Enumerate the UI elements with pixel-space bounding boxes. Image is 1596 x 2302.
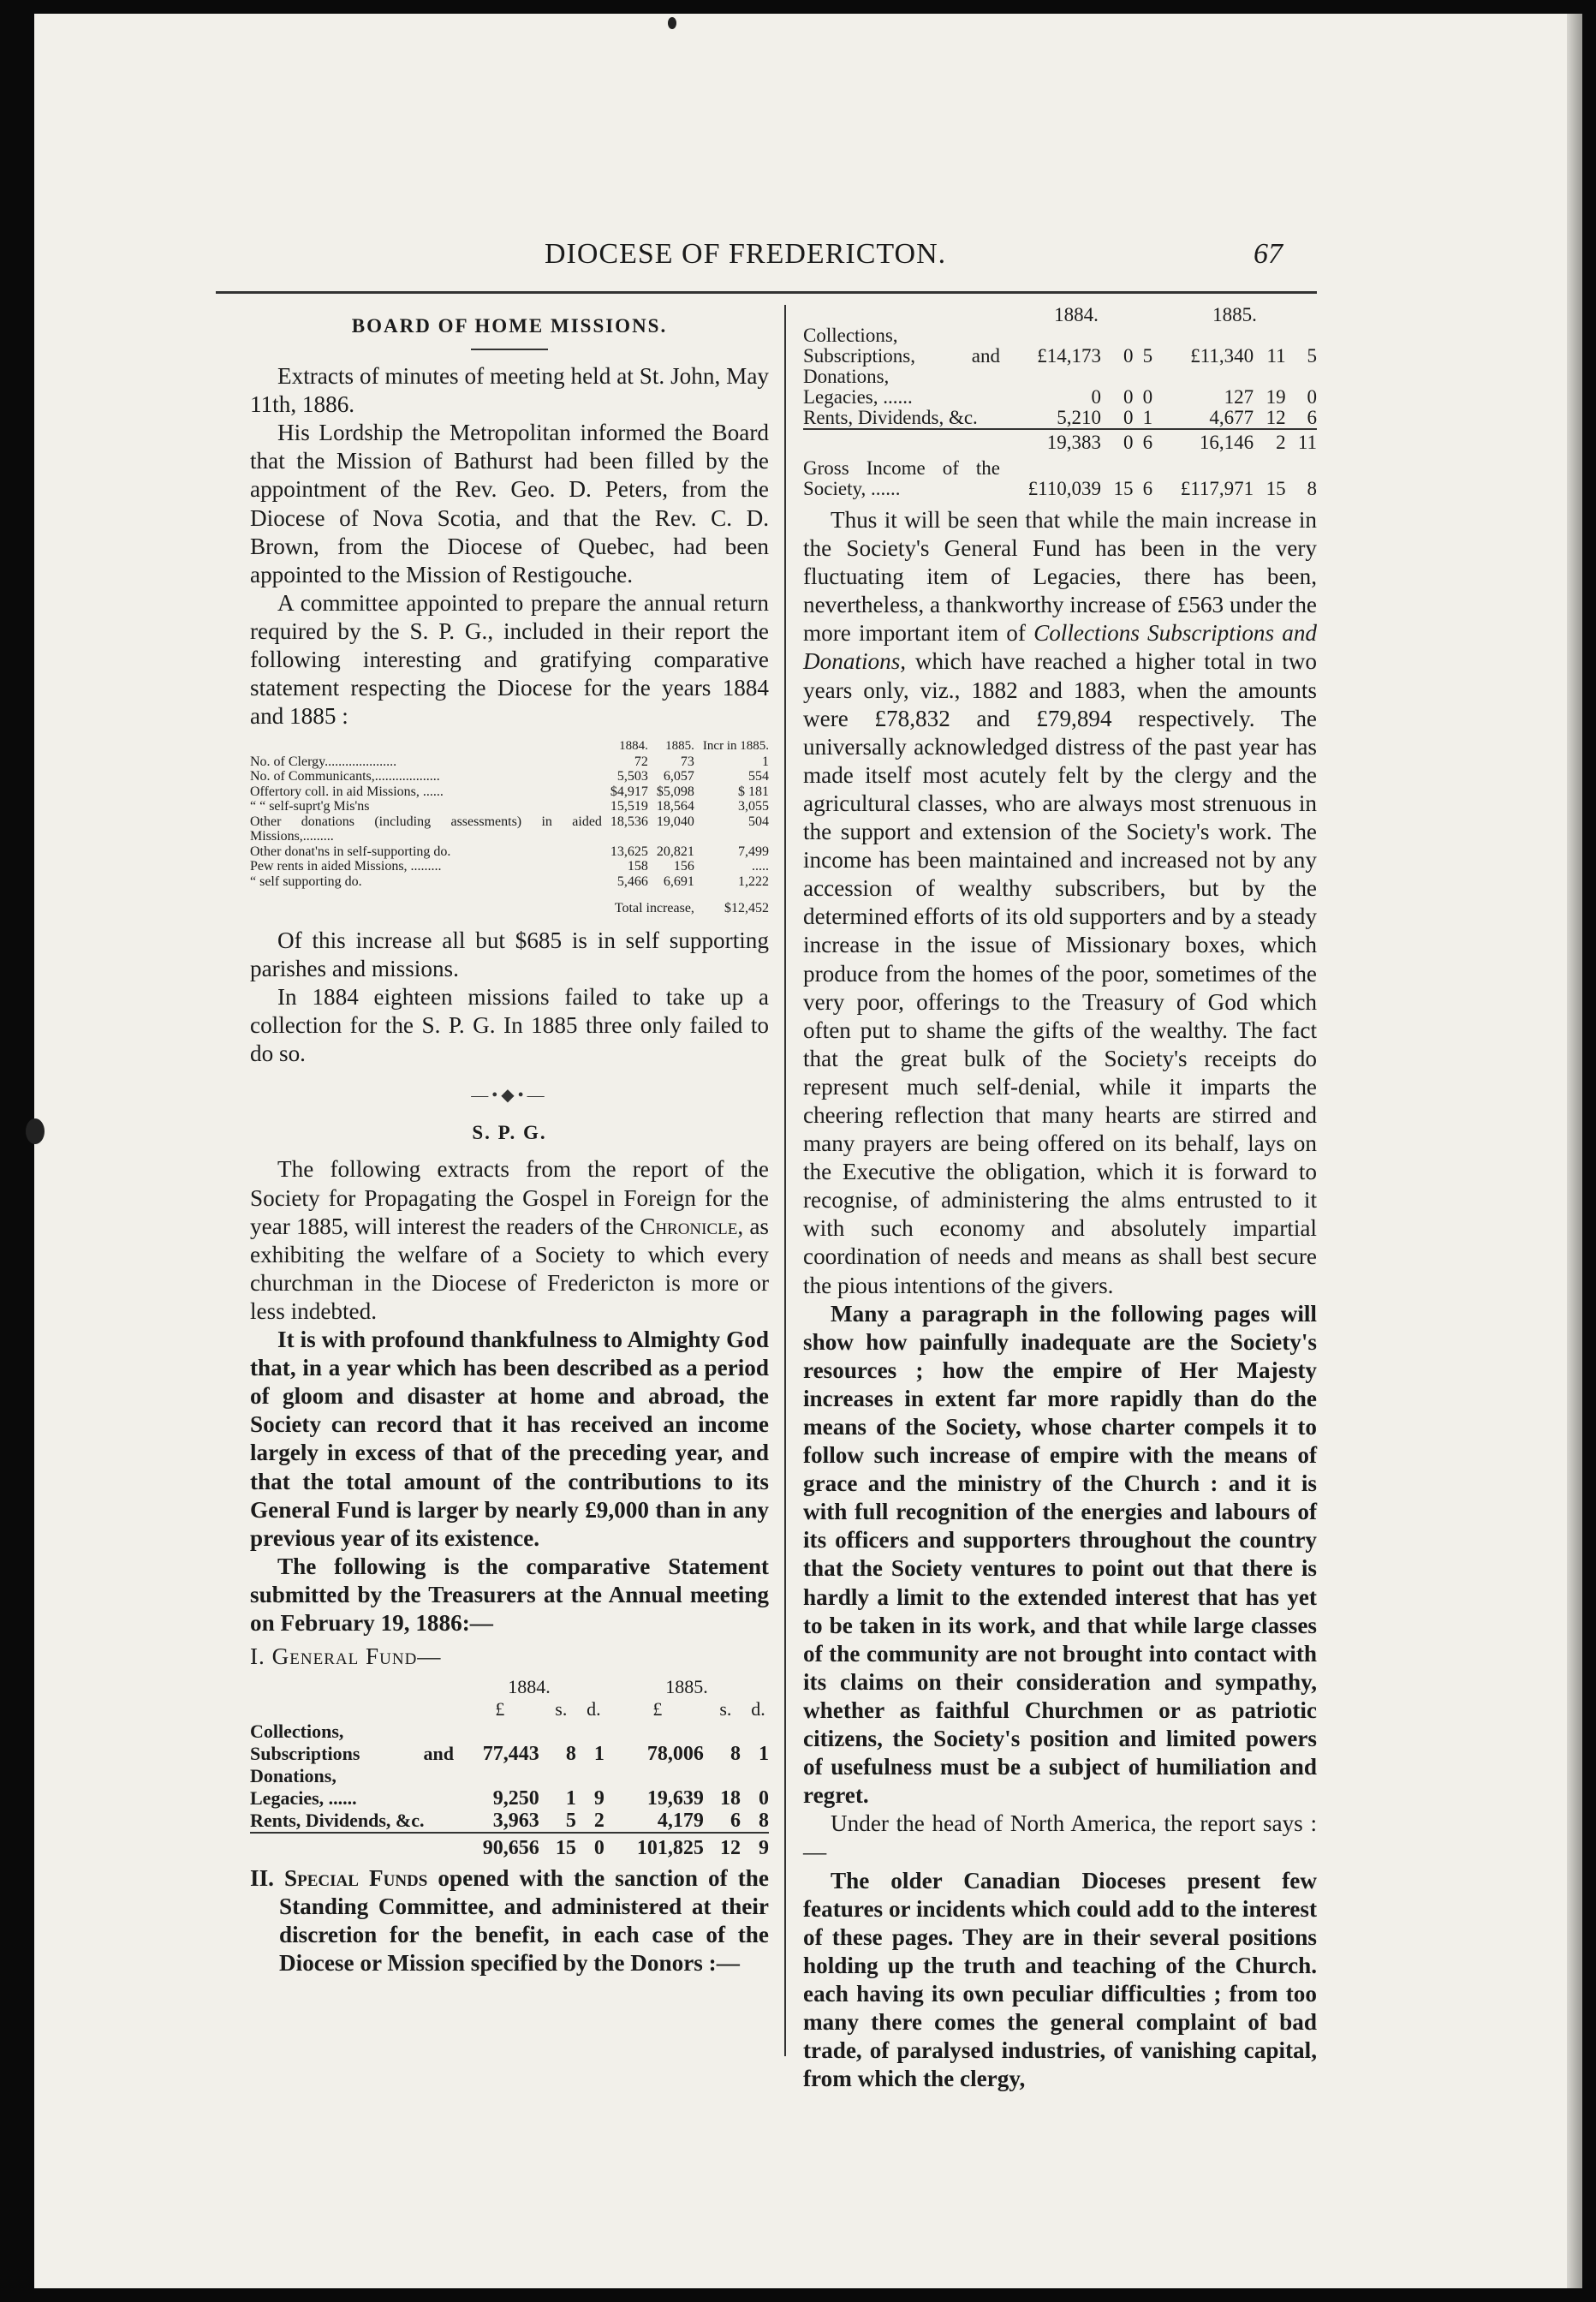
table-cell: 11 bbox=[1266, 345, 1286, 367]
stats-cell: 18,536 bbox=[610, 814, 648, 829]
table-cell: 127 bbox=[1224, 386, 1254, 408]
fund-label: Legacies, ...... bbox=[250, 1787, 357, 1810]
table-sum: 11 bbox=[1286, 429, 1317, 453]
table-sum: 0 bbox=[1101, 429, 1133, 453]
table-cell: 5,210 bbox=[1057, 407, 1102, 428]
fund-year: 1885. bbox=[665, 1676, 708, 1698]
table-cell: 6 bbox=[1307, 407, 1317, 428]
special-funds-term: Special Funds bbox=[284, 1865, 428, 1892]
fund-row bbox=[250, 1787, 769, 1810]
table-cell: 0 bbox=[1091, 386, 1102, 408]
right-column bbox=[769, 305, 1317, 2093]
table-cell: 12 bbox=[1265, 407, 1286, 428]
stats-total-row bbox=[250, 889, 769, 916]
fund-total: 0 bbox=[576, 1833, 604, 1859]
stats-label: “ self supporting do. bbox=[250, 874, 362, 889]
paragraph: It is with profound thankfulness to Almighty God that, in a year which has been described as a period of gloom and disaster at home and abroad, the Society can record that it has received an income largely in excess of that of the preceding year, and that the total amount of the contributions to its General Fund is larger by nearly £9,000 than in any previous year of its existence. bbox=[250, 1327, 769, 1551]
fund-cell: 8 bbox=[759, 1810, 769, 1833]
paragraph: In 1884 eighteen missions failed to take up a collection for the S. P. G. In 1885 three only failed to do so. bbox=[250, 984, 769, 1067]
fund-total: 15 bbox=[539, 1833, 576, 1859]
fund-cell: 19,639 bbox=[646, 1787, 704, 1810]
fund-row bbox=[250, 1721, 769, 1787]
paragraph bbox=[803, 506, 1317, 1300]
stats-cell: 156 bbox=[673, 859, 694, 874]
stats-header-row bbox=[250, 739, 769, 754]
stats-row bbox=[250, 859, 769, 874]
fund-total: 90,656 bbox=[454, 1833, 539, 1859]
table-cell: 0 bbox=[1307, 386, 1317, 408]
stats-cell: 504 bbox=[748, 814, 769, 829]
heading-rule bbox=[471, 349, 548, 350]
left-column bbox=[250, 305, 769, 1978]
general-fund-heading: I. General Fund— bbox=[250, 1643, 442, 1670]
page-header bbox=[34, 238, 1582, 289]
gross-income-cell: 15 bbox=[1113, 478, 1134, 499]
paragraph bbox=[250, 1155, 769, 1326]
unit: s. bbox=[719, 1698, 732, 1721]
table-row bbox=[803, 408, 1317, 429]
stats-cell: 72 bbox=[634, 754, 648, 769]
table-years-row bbox=[803, 305, 1317, 325]
table-sum: 16,146 bbox=[1152, 429, 1254, 453]
gross-income-cell: 15 bbox=[1265, 478, 1286, 499]
fund-total: 12 bbox=[704, 1833, 741, 1859]
stats-cell: 19,040 bbox=[656, 814, 694, 829]
ornament-divider: —•◆•— bbox=[471, 1086, 548, 1106]
board-heading: BOARD OF HOME MISSIONS. bbox=[351, 315, 668, 337]
unit: s. bbox=[555, 1698, 568, 1721]
stats-label: Pew rents in aided Missions, ......... bbox=[250, 859, 442, 874]
paragraph-text: II. bbox=[250, 1865, 285, 1892]
gross-income-cell: 8 bbox=[1307, 478, 1317, 499]
gross-income-cell: 6 bbox=[1142, 478, 1153, 499]
paragraph: Of this increase all but $685 is in self supporting parishes and missions. bbox=[250, 927, 769, 981]
fund-cell: 9 bbox=[593, 1787, 604, 1810]
stats-cell: 554 bbox=[748, 769, 769, 784]
stats-header: Incr in 1885. bbox=[702, 739, 769, 754]
stats-row bbox=[250, 754, 769, 770]
binding-hole bbox=[668, 17, 676, 29]
chronicle-name: Chronicle bbox=[640, 1213, 738, 1239]
stats-header: 1885. bbox=[665, 739, 694, 754]
stats-total-label: Total increase, bbox=[614, 901, 694, 916]
table-row bbox=[803, 325, 1317, 387]
fund-cell: 78,006 bbox=[646, 1743, 704, 1766]
unit: d. bbox=[587, 1698, 601, 1721]
stats-row bbox=[250, 814, 769, 844]
table-cell: 0 bbox=[1123, 345, 1134, 367]
paragraph: His Lordship the Metropolitan informed the Board that the Mission of Bathurst had been filled by the appointment of the Rev. Geo. D. Peters, from the Diocese of Nova Scotia, and that the Rev. C. D. Brown, from the Diocese of Quebec, had been appointed to the Mission of Restigouche. bbox=[250, 420, 769, 587]
stats-cell: 5,466 bbox=[616, 874, 648, 889]
fund-year: 1884. bbox=[508, 1676, 551, 1698]
fund-total: 9 bbox=[741, 1833, 769, 1859]
table-cell: £14,173 bbox=[1037, 345, 1102, 367]
stats-cell: $ 181 bbox=[738, 784, 769, 799]
table-sum: 19,383 bbox=[1000, 429, 1101, 453]
special-funds-table bbox=[803, 305, 1317, 499]
stats-label: Other donations (including assessments) in aided Missions,......... bbox=[250, 814, 602, 844]
paragraph: Many a paragraph in the following pages will show how painfully inadequate are the Society's resources ; how the empire of Her Majesty increases in extent far more rapidly than do the means of the Society, whose charter compels it to follow such increase of empire with the means of grace and the ministry of the Church : and it is with full recognition of the energies and labours of its officers and supporters throughout the country that the Society ventures to point out that there is hardly a limit to the extended interest that has yet to be taken in its work, and that while large classes of the community are not brought into contact with its claims on their consideration and sympathy, whether as faithful Churchmen or as patriotic citizens, the Society's position and limited powers of usefulness must be a subject of humiliation and regret. bbox=[803, 1300, 1317, 1809]
paragraph: A committee appointed to prepare the annual return required by the S. P. G., included in their report the following interesting and gratifying comparative statement respecting the Diocese for the years 1884 and 1885 : bbox=[250, 589, 769, 730]
table-year: 1885. bbox=[1212, 304, 1257, 325]
table-cell: 4,677 bbox=[1209, 407, 1254, 428]
paragraph-text: The following extracts from the report of the Society for Propagating the Gospel in Foreign for the year 1885, will interest the readers of the bbox=[250, 1156, 769, 1239]
table-cell: 0 bbox=[1142, 386, 1153, 408]
stats-label: “ “ self-suprt'g Mis'ns bbox=[250, 799, 370, 814]
paragraph-text: , as exhibiting the welfare of a Society to which every churchman in the Diocese of Fredericton is more or less indebted. bbox=[250, 1213, 769, 1324]
paragraph: The following is the comparative Statement submitted by the Treasurers at the Annual meeting on February 19, 1886:— bbox=[250, 1553, 769, 1636]
fund-cell: 5 bbox=[565, 1810, 576, 1833]
stats-row bbox=[250, 844, 769, 860]
fund-cell: 77,443 bbox=[482, 1743, 539, 1766]
gross-income-row bbox=[803, 453, 1317, 499]
page-edge-shadow bbox=[1567, 14, 1582, 2288]
header-rule bbox=[216, 291, 1317, 294]
stats-cell: $5,098 bbox=[656, 784, 694, 799]
stats-cell: 6,057 bbox=[663, 769, 694, 784]
spg-heading: S. P. G. bbox=[472, 1122, 547, 1144]
stats-cell: 13,625 bbox=[610, 844, 648, 859]
table-row bbox=[803, 387, 1317, 408]
fund-label: Collections, Subscriptions and Donations, bbox=[250, 1721, 454, 1787]
table-cell: £11,340 bbox=[1190, 345, 1254, 367]
paragraph-text: opened with the sanction of the Standing Committee, and administered at their discretion for the benefit, in each case of the Diocese or Mission specified by the Donors :— bbox=[279, 1865, 769, 1977]
table-label: Collections, Subscriptions, and Donations, bbox=[803, 325, 1000, 387]
unit: £ bbox=[652, 1698, 663, 1721]
stats-header: 1884. bbox=[619, 739, 648, 754]
stats-table bbox=[250, 739, 769, 916]
unit: £ bbox=[495, 1698, 505, 1721]
stats-cell: 15,519 bbox=[610, 799, 648, 814]
stats-cell: 73 bbox=[680, 754, 694, 769]
scanned-page bbox=[34, 14, 1582, 2288]
fund-cell: 1 bbox=[565, 1787, 576, 1810]
table-cell: 1 bbox=[1142, 407, 1153, 428]
stats-cell: 20,821 bbox=[656, 844, 694, 859]
gross-income-cell: £117,971 bbox=[1180, 478, 1254, 499]
stats-row bbox=[250, 784, 769, 800]
table-sum: 6 bbox=[1134, 429, 1153, 453]
stats-cell: 5,503 bbox=[616, 769, 648, 784]
table-label: Legacies, ...... bbox=[803, 386, 913, 408]
fund-cell: 0 bbox=[759, 1787, 769, 1810]
stats-label: Other donat'ns in self-supporting do. bbox=[250, 844, 451, 859]
stats-cell: 1,222 bbox=[738, 874, 769, 889]
stats-row bbox=[250, 874, 769, 890]
fund-cell: 1 bbox=[759, 1743, 769, 1766]
table-cell: 5 bbox=[1307, 345, 1317, 367]
table-cell: 0 bbox=[1123, 386, 1134, 408]
stats-row bbox=[250, 769, 769, 784]
fund-units-row bbox=[250, 1698, 769, 1721]
fund-cell: 8 bbox=[730, 1743, 741, 1766]
stats-cell: 6,691 bbox=[663, 874, 694, 889]
italic-phrase: Collections Subscriptions and Donations, bbox=[803, 620, 1317, 675]
table-sum-row bbox=[803, 429, 1317, 453]
paragraph-text: Thus it will be seen that while the main increase in the Society's General Fund has been in the very fluctuating item of Legacies, there has been, nevertheless, a thankworthy increase of £563 under the more important item of bbox=[803, 507, 1317, 647]
stats-cell: 158 bbox=[627, 859, 648, 874]
table-cell: 19 bbox=[1265, 386, 1286, 408]
paragraph-text: which have reached a higher total in two years only, viz., 1882 and 1883, when the amounts were £78,832 and £79,894 respectively. The universally acknowledged distress of the past year has made itself most acutely felt by the clergy and the agricultural classes, who are always most strenuous in the support and extension of the Society's work. The income has been maintained and increased not by any accession of wealthy subscribers, but by the determined efforts of its old supporters and by a steady increase in the issue of Missionary boxes, which produce from the homes of the poor, sometimes of the very poor, offerings to the Treasury of God which often put to shame the gifts of the wealthy. The fact that the great bulk of the Society's receipts do represent much self-denial, while it imparts the cheering reflection that many hearts are stirred and many prayers are being offered on its behalf, lays on the Executive the obligation, which it is forward to recognise, of administering the alms entrusted to it with such economy and absolutely impartial coordination of needs and means as shall best secure the pious intentions of the givers. bbox=[803, 648, 1317, 1298]
fund-label: Rents, Dividends, &c. bbox=[250, 1810, 425, 1832]
stats-cell: ..... bbox=[752, 859, 769, 874]
stats-row bbox=[250, 799, 769, 814]
fund-total-row bbox=[250, 1833, 769, 1859]
table-year: 1884. bbox=[1054, 304, 1099, 325]
fund-cell: 2 bbox=[593, 1810, 604, 1833]
unit: d. bbox=[751, 1698, 765, 1721]
table-label: Rents, Dividends, &c. bbox=[803, 407, 978, 428]
stats-label: No. of Clergy..................... bbox=[250, 754, 397, 769]
stats-cell: $4,917 bbox=[610, 784, 648, 799]
gross-income-cell: £110,039 bbox=[1027, 478, 1102, 499]
stats-label: No. of Communicants,................... bbox=[250, 769, 440, 784]
fund-cell: 6 bbox=[730, 1810, 741, 1833]
paragraph: Extracts of minutes of meeting held at St. John, May 11th, 1886. bbox=[250, 363, 769, 418]
special-funds-paragraph bbox=[250, 1864, 769, 1977]
table-cell: 0 bbox=[1123, 407, 1134, 428]
table-sum: 2 bbox=[1254, 429, 1285, 453]
fund-cell: 1 bbox=[593, 1743, 604, 1766]
fund-years-row bbox=[250, 1676, 769, 1698]
paragraph: The older Canadian Dioceses present few features or incidents which could add to the interest of these pages. They are in their several positions holding up the truth and teaching of the Church. each having its own peculiar difficulties ; from too many there comes the general complaint of bad trade, of paralysed industries, of vanishing capital, from which the clergy, bbox=[803, 1867, 1317, 2092]
fund-total: 101,825 bbox=[604, 1833, 704, 1859]
fund-cell: 3,963 bbox=[492, 1810, 539, 1833]
table-cell: 5 bbox=[1142, 345, 1153, 367]
fund-cell: 4,179 bbox=[657, 1810, 704, 1833]
fund-row bbox=[250, 1810, 769, 1833]
running-title: DIOCESE OF FREDERICTON. bbox=[545, 238, 947, 270]
fund-cell: 18 bbox=[719, 1787, 741, 1810]
fund-cell: 8 bbox=[565, 1743, 576, 1766]
paragraph: Under the head of North America, the report says :— bbox=[803, 1810, 1317, 1865]
stats-cell: 18,564 bbox=[656, 799, 694, 814]
general-fund-table bbox=[250, 1676, 769, 1859]
stats-total-value: $12,452 bbox=[724, 901, 769, 916]
page-number: 67 bbox=[1254, 238, 1283, 270]
stats-cell: 7,499 bbox=[738, 844, 769, 859]
margin-mark bbox=[26, 1118, 45, 1144]
stats-cell: 3,055 bbox=[738, 799, 769, 814]
stats-cell: 1 bbox=[762, 754, 769, 769]
fund-cell: 9,250 bbox=[492, 1787, 539, 1810]
gross-income-label: Gross Income of the Society, ...... bbox=[803, 457, 1000, 499]
stats-label: Offertory coll. in aid Missions, ...... bbox=[250, 784, 444, 799]
